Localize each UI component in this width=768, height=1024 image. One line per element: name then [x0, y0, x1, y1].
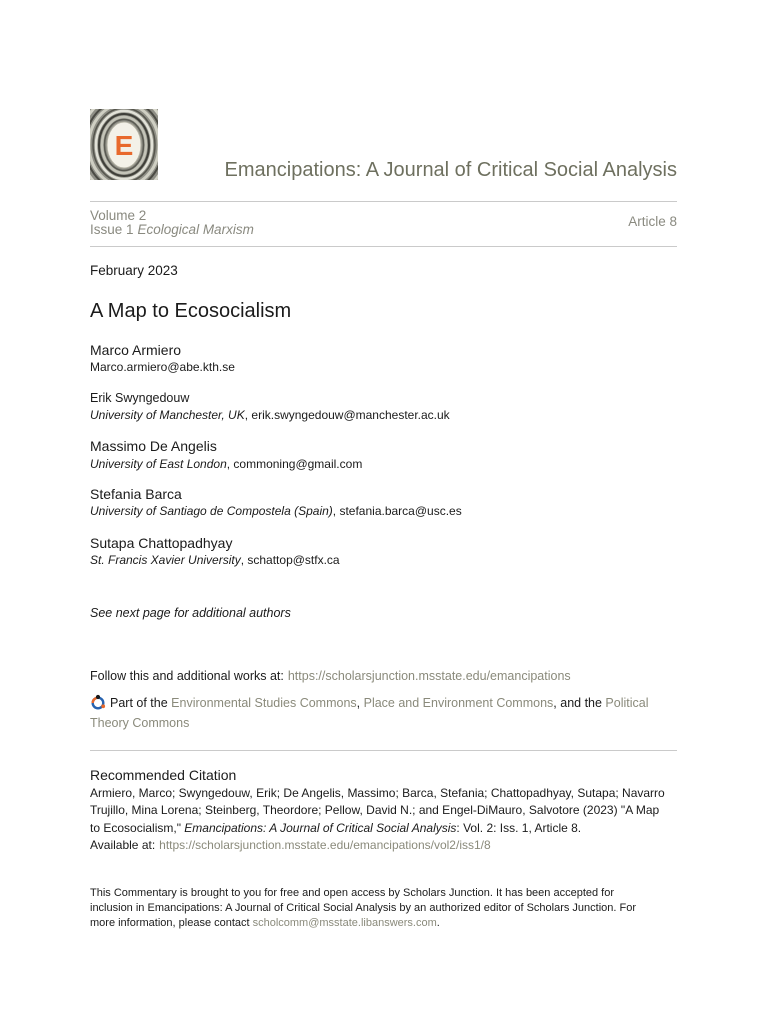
- citation-line: [90, 820, 665, 837]
- divider-citation: [90, 750, 677, 751]
- divider-top: [90, 201, 677, 202]
- author-name: Sutapa Chattopadhyay: [90, 535, 233, 551]
- part-of-line: [90, 693, 670, 733]
- additional-authors-note: See next page for additional authors: [90, 606, 291, 620]
- recommended-citation: [90, 785, 665, 854]
- issue-title: Ecological Marxism: [137, 222, 254, 237]
- recommended-citation-heading: Recommended Citation: [90, 767, 237, 783]
- author-email: schattop@stfx.ca: [247, 553, 340, 567]
- article-number-link[interactable]: Article 8: [628, 214, 677, 229]
- issue-line: [90, 223, 254, 237]
- part-of-separator: , and the: [553, 696, 606, 710]
- author-name: Massimo De Angelis: [90, 438, 217, 454]
- author-affiliation: St. Francis Xavier University: [90, 553, 241, 567]
- footer-line: This Commentary is brought to you for free and open access by Scholars Junction. It has been accepted for: [90, 887, 615, 899]
- footer-line: inclusion in Emancipations: A Journal of Critical Social Analysis by an authorized editor of Scholars Junction. For: [90, 902, 637, 914]
- author-detail: [90, 360, 235, 374]
- author-name: Marco Armiero: [90, 342, 182, 358]
- author-separator: ,: [244, 408, 252, 422]
- political-theory-commons-link[interactable]: Political Theory Commons: [90, 696, 649, 730]
- author-detail: [90, 408, 450, 422]
- citation-line: Trujillo, Mina Lorena; Steinberg, Theordore; Pellow, David N.; and Engel-DiMauro, Salvotore (2023) "A Map: [90, 803, 660, 818]
- footer-text: more information, please contact: [90, 917, 250, 929]
- network-commons-icon: [90, 694, 106, 710]
- follow-label: Follow this and additional works at:: [90, 669, 284, 683]
- contact-email-link[interactable]: scholcomm@msstate.libanswers.com: [252, 917, 437, 929]
- author-separator: ,: [240, 553, 248, 567]
- divider-issue: [90, 246, 677, 247]
- issue-link[interactable]: Issue 1: [90, 222, 134, 237]
- citation-text: to Ecosocialism,": [90, 820, 185, 835]
- author-email: commoning@gmail.com: [233, 457, 363, 471]
- citation-text: : Vol. 2: Iss. 1, Article 8.: [456, 820, 582, 835]
- journal-title-link[interactable]: Emancipations: A Journal of Critical Social Analysis: [224, 159, 677, 181]
- environmental-studies-commons-link[interactable]: Environmental Studies Commons: [171, 696, 357, 710]
- author-email: Marco.armiero@abe.kth.se: [90, 360, 235, 374]
- journal-logo: [90, 109, 158, 180]
- logo-letter: E: [114, 130, 134, 161]
- author-affiliation: University of Santiago de Compostela (Spain): [90, 504, 333, 518]
- author-separator: ,: [226, 457, 234, 471]
- author-affiliation: University of East London: [90, 457, 227, 471]
- volume-link[interactable]: Volume 2: [90, 208, 147, 223]
- author-separator: ,: [332, 504, 340, 518]
- available-label: Available at:: [90, 837, 156, 852]
- author-detail: [90, 457, 362, 471]
- article-url-link[interactable]: https://scholarsjunction.msstate.edu/emancipations/vol2/iss1/8: [159, 837, 491, 852]
- citation-journal: Emancipations: A Journal of Critical Social Analysis: [184, 820, 457, 835]
- part-of-prefix: Part of the: [110, 696, 172, 710]
- citation-available-line: [90, 837, 665, 854]
- footer-period: .: [436, 917, 440, 929]
- author-email: stefania.barca@usc.es: [339, 504, 462, 518]
- author-email: erik.swyngedouw@manchester.ac.uk: [251, 408, 450, 422]
- collection-link[interactable]: https://scholarsjunction.msstate.edu/emancipations: [287, 669, 571, 683]
- journal-logo-graphic: [90, 109, 158, 180]
- footer-line: [90, 916, 636, 931]
- place-environment-commons-link[interactable]: Place and Environment Commons: [363, 696, 554, 710]
- part-of-separator: ,: [356, 696, 364, 710]
- follow-line: [90, 668, 571, 684]
- author-name: Erik Swyngedouw: [90, 391, 190, 405]
- author-detail: [90, 504, 462, 518]
- citation-line: Armiero, Marco; Swyngedouw, Erik; De Angelis, Massimo; Barca, Stefania; Chattopadhyay, Sutapa; Navarro: [90, 786, 665, 800]
- author-detail: [90, 553, 340, 567]
- author-name: Stefania Barca: [90, 486, 182, 502]
- access-statement: [90, 886, 636, 931]
- author-affiliation: University of Manchester, UK: [90, 408, 245, 422]
- article-title: A Map to Ecosocialism: [90, 300, 292, 322]
- publication-date: February 2023: [90, 263, 178, 278]
